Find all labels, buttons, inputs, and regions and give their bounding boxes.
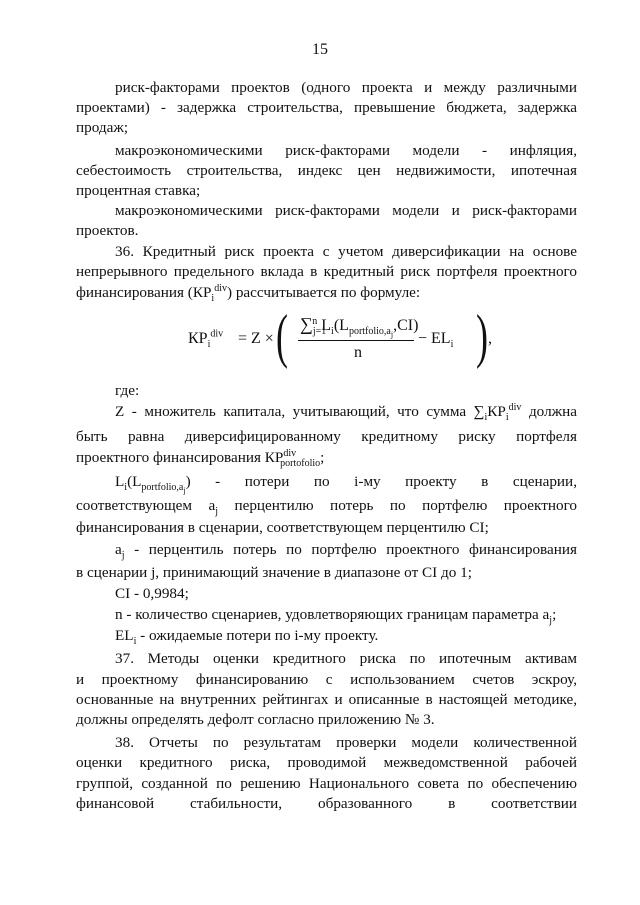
formula-close-paren: ) <box>475 303 488 369</box>
minus-sub: i <box>450 339 454 351</box>
text-line: риск-факторами проектов (одного проекта и между различными <box>115 79 577 96</box>
line-part: соответствующем <box>76 497 193 514</box>
num-arg-sub: portfolio,a <box>348 326 391 338</box>
kp-text: КР <box>487 403 506 420</box>
text-line: проектов. <box>76 222 139 239</box>
text-line: непрерывного предельного вклада в кредитный риск портфеля проектного <box>76 263 577 280</box>
text-line: проектами) - задержка строительства, превышение бюджета, задержка <box>76 99 577 116</box>
formula-minus <box>418 330 454 351</box>
a-symbol: a <box>208 497 216 514</box>
a-sub: j <box>215 506 219 518</box>
line-part: Z - множитель капитала, учитывающий, что сумма <box>115 403 467 420</box>
num-arg-tail: ,CI) <box>393 317 419 334</box>
kp-sub: i <box>505 412 509 424</box>
text-line <box>115 402 577 422</box>
kp-sup: div <box>283 447 297 459</box>
sum-sign: ∑ <box>473 403 485 420</box>
line-part: - перцентиль потерь по портфелю проектного финансирования <box>134 541 578 558</box>
el-text: EL <box>115 627 134 644</box>
a-symbol: a <box>542 606 550 623</box>
l-arg-sub2: j <box>183 486 186 496</box>
text-line: группой, созданной по решению Национального совета по обеспечению <box>76 775 577 792</box>
text-line: CI - 0,9984; <box>115 585 189 602</box>
a-sub: j <box>549 615 553 627</box>
formula-lhs-sup: div <box>210 328 224 340</box>
el-sub: i <box>133 636 137 648</box>
formula-denominator: n <box>354 344 362 361</box>
a-sub: j <box>121 550 125 562</box>
line-part: n - количество сценариев, удовлетворяющих границам параметра <box>115 606 539 623</box>
num-arg: (L <box>333 317 349 334</box>
line-part: финансирования (КР <box>76 284 212 301</box>
formula <box>0 303 640 372</box>
text-line: финансовой стабильности, образованного в соответствии <box>76 795 577 812</box>
text-line: и проектному финансированию с использованием счетов эскроу, <box>76 671 577 688</box>
l-sub: i <box>124 482 128 494</box>
formula-lhs-sub: i <box>207 339 211 351</box>
num-body: L <box>321 317 332 334</box>
kp-sub: i <box>211 293 215 305</box>
line-part: - потери по i-му проекту в сценарии, <box>215 473 577 490</box>
line-part: должна <box>528 403 578 420</box>
text-line: основанные на внутренних рейтингах и описанные в настоящей методике, <box>76 691 577 708</box>
text-line: оценки кредитного риска, проводимой межведомственной рабочей <box>76 754 577 771</box>
formula-comma: , <box>488 330 492 347</box>
text-line: где: <box>115 382 140 399</box>
text-line: продаж; <box>76 119 129 136</box>
text-line <box>76 448 324 468</box>
text-line <box>76 283 420 303</box>
text-line: в сценарии j, принимающий значение в диапазоне от CI до 1; <box>76 564 472 581</box>
l-arg: (L <box>127 473 142 490</box>
a-symbol: a <box>115 541 122 558</box>
l-text: L <box>115 473 125 490</box>
l-arg-sub: portfolio,a <box>141 482 184 494</box>
line-part: ; <box>552 606 557 623</box>
sum-low: j=1 <box>312 326 327 338</box>
text-line: 37. Методы оценки кредитного риска по ипотечным активам <box>115 650 577 667</box>
kp-sup: div <box>508 401 522 413</box>
text-line: процентная ставка; <box>76 182 201 199</box>
sum-sub: i <box>484 412 488 424</box>
text-line: макроэкономическими риск-факторами модели - инфляция, <box>115 142 577 159</box>
line-part: перцентилю потерь по портфелю проектного <box>234 497 578 514</box>
text-line: финансирования в сценарии, соответствующем перцентилю CI; <box>76 519 489 536</box>
text-line <box>115 605 556 625</box>
text-line <box>115 626 378 646</box>
text-line <box>115 540 577 560</box>
text-line: макроэкономическими риск-факторами модели и риск-факторами <box>115 202 577 219</box>
sum-high: n <box>312 315 318 327</box>
text-line <box>115 472 577 496</box>
formula-open-paren: ( <box>275 303 288 369</box>
fraction-bar <box>298 340 414 341</box>
formula-eq: = Z × <box>238 330 274 347</box>
line-part: - ожидаемые потери по i-му проекту. <box>140 627 379 644</box>
kp-sup: div <box>214 282 227 294</box>
text-line: себестоимость строительства, индекс цен недвижимости, ипотечная <box>76 162 577 179</box>
text-line: быть равна диверсифицированному кредитному риску портфеля <box>76 428 577 445</box>
num-body-sub: i <box>331 326 334 338</box>
line-part: ; <box>320 449 325 466</box>
formula-lhs-text: КР <box>188 330 208 347</box>
line-part: проектного финансирования КР <box>76 449 284 466</box>
num-arg-sub2: j <box>390 330 394 340</box>
l-arg-close: ) <box>185 473 191 490</box>
line-part: ) рассчитывается по формуле: <box>226 284 421 301</box>
text-line: должны определять дефолт согласно приложению № 3. <box>76 711 435 728</box>
formula-lhs <box>188 328 224 351</box>
formula-numerator <box>300 314 419 340</box>
text-line <box>76 496 577 516</box>
sum-sign: ∑ <box>300 314 313 334</box>
kp-sub: portofolio <box>280 458 321 470</box>
page-number: 15 <box>312 41 328 58</box>
text-line: 38. Отчеты по результатам проверки модели количественной <box>115 734 577 751</box>
text-line: 36. Кредитный риск проекта с учетом диверсификации на основе <box>115 243 577 260</box>
minus-text: − EL <box>418 330 451 347</box>
